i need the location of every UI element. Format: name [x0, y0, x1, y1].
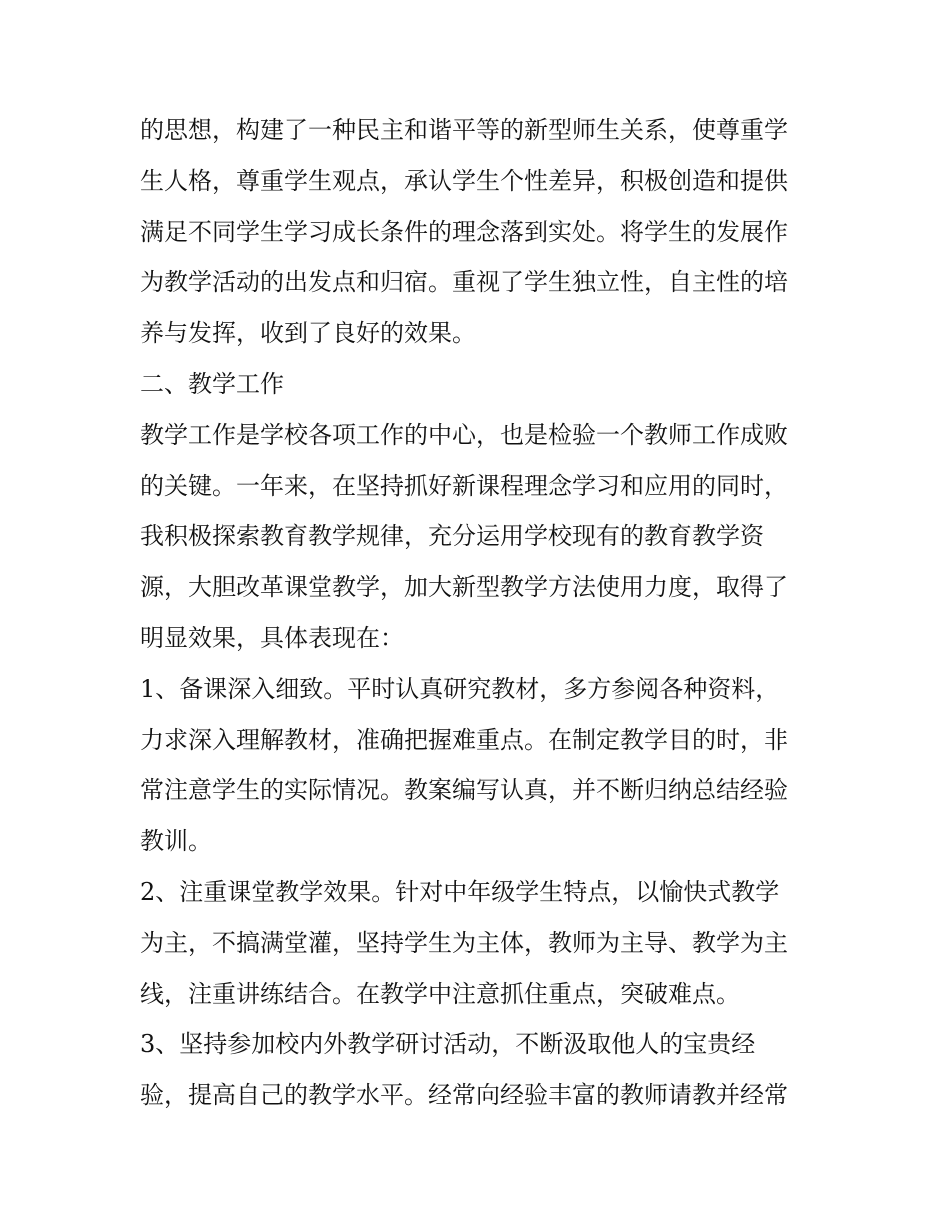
text-line: 明显效果，具体表现在： [140, 623, 404, 652]
list-item-line: 3、坚持参加校内外教学研讨活动，不断汲取他人的宝贵经 [140, 1030, 756, 1059]
text-line: 为教学活动的出发点和归宿。重视了学生独立性，自主性的培 [140, 268, 788, 297]
text-line: 我积极探索教育教学规律，充分运用学校现有的教育教学资 [140, 522, 764, 551]
text-line: 为主，不搞满堂灌，坚持学生为主体，教师为主导、教学为主 [140, 928, 788, 957]
document-body [140, 105, 812, 1121]
text-line: 线，注重讲练结合。在教学中注意抓住重点，突破难点。 [140, 979, 740, 1008]
text-line: 验，提高自己的教学水平。经常向经验丰富的教师请教并经常 [140, 1081, 788, 1110]
text-line: 源，大胆改革课堂教学，加大新型教学方法使用力度，取得了 [140, 573, 788, 602]
text-line: 满足不同学生学习成长条件的理念落到实处。将学生的发展作 [140, 217, 788, 246]
text-line: 教学工作是学校各项工作的中心，也是检验一个教师工作成败 [140, 420, 788, 449]
text-line: 的关键。一年来，在坚持抓好新课程理念学习和应用的同时， [140, 471, 788, 500]
text-line: 教训。 [140, 827, 212, 856]
text-line: 生人格，尊重学生观点，承认学生个性差异，积极创造和提供 [140, 166, 788, 195]
text-line: 的思想，构建了一种民主和谐平等的新型师生关系，使尊重学 [140, 116, 788, 144]
text-line: 常注意学生的实际情况。教案编写认真，并不断归纳总结经验 [140, 776, 788, 805]
section-heading: 二、教学工作 [140, 369, 284, 398]
list-item-line: 2、注重课堂教学效果。针对中年级学生特点，以愉快式教学 [140, 877, 780, 906]
text-line: 养与发挥，收到了良好的效果。 [140, 319, 476, 348]
list-item-line: 1、备课深入细致。平时认真研究教材，多方参阅各种资料， [140, 674, 780, 703]
text-line: 力求深入理解教材，准确把握难重点。在制定教学目的时，非 [140, 725, 788, 754]
